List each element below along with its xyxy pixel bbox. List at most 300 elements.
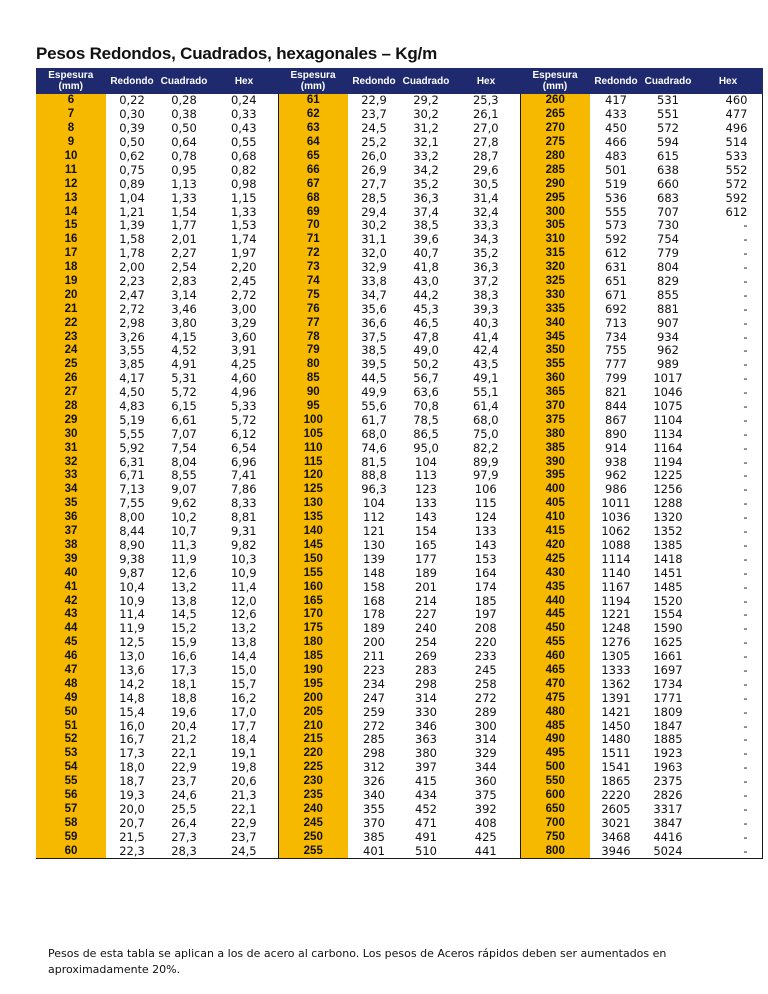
round-cell: 272 [363, 719, 385, 733]
thickness-cell: 56 [36, 789, 106, 803]
thickness-cell: 300 [520, 205, 590, 219]
thickness-cell: 24 [36, 344, 106, 358]
round-cell: 24,5 [361, 121, 387, 136]
thickness-cell: 490 [520, 733, 590, 747]
hex-cell: - [694, 469, 762, 483]
hex-cell: 329 [452, 747, 520, 761]
hex-cell: - [694, 636, 762, 650]
round-cell: 962 [605, 469, 627, 483]
hex-cell: - [694, 816, 762, 830]
hex-cell: 533 [694, 150, 762, 164]
thickness-cell: 350 [520, 344, 590, 358]
hex-cell: - [694, 566, 762, 580]
thickness-cell: 28 [36, 400, 106, 414]
hex-cell: 477 [694, 108, 762, 122]
thickness-cell: 130 [278, 497, 348, 511]
thickness-cell: 120 [278, 469, 348, 483]
square-cell: 227 [415, 607, 437, 622]
hex-cell: 2,20 [210, 261, 278, 275]
round-cell: 26,0 [361, 149, 387, 163]
square-cell: 1661 [653, 649, 683, 664]
thickness-cell: 66 [278, 163, 348, 177]
hex-cell: 61,4 [452, 400, 520, 414]
header-thickness-label: Espesura [532, 70, 578, 81]
hex-cell: - [694, 358, 762, 372]
table-row [36, 733, 762, 747]
square-cell: 24,6 [171, 788, 197, 802]
square-cell: 3,14 [171, 288, 197, 302]
round-cell: 401 [348, 844, 400, 858]
square-cell: 1,54 [171, 205, 197, 219]
hex-cell: - [694, 497, 762, 511]
thickness-cell: 18 [36, 261, 106, 275]
round-cell: 755 [605, 344, 627, 358]
hex-cell: 220 [452, 636, 520, 650]
thickness-cell: 275 [520, 136, 590, 150]
thickness-cell: 72 [278, 247, 348, 261]
round-cell: 1036 [601, 510, 631, 525]
table-row [36, 664, 762, 678]
hex-cell: 8,81 [210, 511, 278, 525]
hex-cell: 1,15 [210, 191, 278, 205]
hex-cell: 34,3 [452, 233, 520, 247]
round-cell: 34,7 [361, 288, 387, 302]
square-cell: 2375 [653, 774, 683, 789]
round-cell: 6,71 [119, 469, 145, 483]
thickness-cell: 425 [520, 552, 590, 566]
round-cell: 96,3 [361, 482, 387, 497]
round-cell: 867 [605, 413, 627, 427]
square-cell: 1451 [653, 566, 683, 580]
thickness-cell: 405 [520, 497, 590, 511]
thickness-cell: 80 [278, 358, 348, 372]
table-row [36, 233, 762, 247]
table-row [36, 622, 762, 636]
round-cell: 21,5 [119, 830, 145, 844]
thickness-cell: 370 [520, 400, 590, 414]
round-cell: 1167 [601, 580, 631, 594]
square-cell: 397 [415, 760, 437, 775]
thickness-cell: 19 [36, 275, 106, 289]
square-cell: 1809 [653, 705, 683, 719]
hex-cell: 0,43 [210, 122, 278, 136]
square-cell: 363 [415, 732, 437, 747]
hex-cell: 28,7 [452, 150, 520, 164]
hex-cell: - [694, 413, 762, 427]
square-cell: 2826 [653, 788, 683, 802]
hex-cell: 233 [452, 650, 520, 664]
round-cell: 35,6 [361, 302, 387, 316]
square-cell: 31,2 [413, 121, 439, 136]
footnote: Pesos de esta tabla se aplican a los de acero al carbono. Los pesos de Aceros rápidos deben ser aumentados en aproximadamente 20%. [48, 947, 667, 976]
thickness-cell: 365 [520, 386, 590, 400]
hex-cell: 514 [694, 136, 762, 150]
square-cell: 330 [415, 705, 437, 719]
header-round: Redondo [106, 68, 158, 94]
round-cell: 385 [363, 830, 385, 844]
square-cell: 21,2 [171, 732, 197, 747]
thickness-cell: 67 [278, 177, 348, 191]
thickness-cell: 62 [278, 108, 348, 122]
thickness-cell: 44 [36, 622, 106, 636]
thickness-cell: 33 [36, 469, 106, 483]
round-cell: 466 [605, 135, 627, 150]
thickness-cell: 7 [36, 108, 106, 122]
table-row [36, 302, 762, 316]
square-cell: 254 [415, 635, 437, 650]
thickness-cell: 205 [278, 705, 348, 719]
round-cell: 1011 [601, 496, 631, 511]
square-cell: 47,8 [413, 330, 439, 344]
round-cell: 5,55 [119, 427, 145, 441]
round-cell: 777 [605, 357, 627, 372]
thickness-cell: 265 [520, 108, 590, 122]
round-cell: 20,0 [119, 802, 145, 816]
header-hex: Hex [452, 68, 520, 94]
thickness-cell: 410 [520, 511, 590, 525]
round-cell: 1088 [601, 538, 631, 552]
square-cell: 17,3 [171, 663, 197, 677]
round-cell: 519 [605, 177, 627, 191]
thickness-cell: 415 [520, 525, 590, 539]
square-cell: 707 [657, 205, 679, 219]
square-cell: 1923 [653, 746, 683, 761]
round-cell: 5,19 [119, 413, 145, 427]
square-cell: 551 [657, 107, 679, 122]
square-cell: 1288 [653, 496, 683, 511]
hex-cell: 75,0 [452, 427, 520, 441]
hex-cell: 360 [452, 775, 520, 789]
thickness-cell: 135 [278, 511, 348, 525]
round-cell: 986 [605, 482, 627, 497]
hex-cell: 14,4 [210, 650, 278, 664]
hex-cell: 300 [452, 719, 520, 733]
square-cell: 113 [415, 469, 437, 483]
square-cell: 471 [415, 816, 437, 830]
round-cell: 355 [363, 802, 385, 816]
hex-cell: 97,9 [452, 469, 520, 483]
thickness-cell: 335 [520, 302, 590, 316]
thickness-cell: 475 [520, 691, 590, 705]
round-cell: 26,9 [361, 163, 387, 177]
round-cell: 9,87 [119, 566, 145, 580]
thickness-cell: 200 [278, 691, 348, 705]
hex-cell: 1,53 [210, 219, 278, 233]
square-cell: 34,2 [413, 163, 439, 177]
thickness-cell: 68 [278, 191, 348, 205]
round-cell: 13,6 [119, 663, 145, 677]
round-cell: 36,6 [361, 316, 387, 330]
square-cell: 36,3 [413, 191, 439, 205]
square-cell: 201 [415, 580, 437, 594]
table-row [36, 455, 762, 469]
thickness-cell: 355 [520, 358, 590, 372]
round-cell: 16,7 [119, 732, 145, 747]
round-cell: 14,2 [119, 677, 145, 691]
thickness-cell: 16 [36, 233, 106, 247]
hex-cell: 5,33 [210, 400, 278, 414]
hex-cell: - [694, 441, 762, 455]
round-cell: 0,39 [119, 121, 145, 136]
hex-cell: 15,0 [210, 664, 278, 678]
thickness-cell: 26 [36, 372, 106, 386]
round-cell: 2,72 [119, 302, 145, 316]
square-cell: 829 [657, 274, 679, 289]
hex-cell: - [694, 608, 762, 622]
hex-cell: 5,72 [210, 413, 278, 427]
round-cell: 30,2 [361, 219, 387, 233]
hex-cell: 38,3 [452, 288, 520, 302]
hex-cell: 89,9 [452, 455, 520, 469]
round-cell: 74,6 [361, 441, 387, 455]
hex-cell: 33,3 [452, 219, 520, 233]
hex-cell: - [694, 761, 762, 775]
round-cell: 2,00 [119, 260, 145, 275]
square-cell: 2,54 [171, 260, 197, 275]
round-cell: 139 [363, 552, 385, 566]
square-cell: 434 [415, 788, 437, 802]
square-cell: 510 [400, 844, 452, 858]
thickness-cell: 49 [36, 691, 106, 705]
hex-cell: 174 [452, 580, 520, 594]
thickness-cell: 47 [36, 664, 106, 678]
square-cell: 44,2 [413, 288, 439, 302]
round-cell: 0,22 [119, 94, 145, 108]
table-row [36, 205, 762, 219]
square-cell: 4416 [653, 830, 683, 844]
hex-cell: 208 [452, 622, 520, 636]
round-cell: 15,4 [119, 705, 145, 719]
thickness-cell: 500 [520, 761, 590, 775]
hex-cell: - [694, 247, 762, 261]
thickness-cell: 31 [36, 441, 106, 455]
thickness-cell: 25 [36, 358, 106, 372]
table-row [36, 372, 762, 386]
round-cell: 433 [605, 107, 627, 122]
table-row [36, 150, 762, 164]
thickness-cell: 52 [36, 733, 106, 747]
square-cell: 1385 [653, 538, 683, 552]
table-row [36, 636, 762, 650]
hex-cell: 460 [694, 94, 762, 108]
square-cell: 1046 [653, 385, 683, 400]
square-cell: 32,1 [413, 135, 439, 150]
thickness-cell: 465 [520, 664, 590, 678]
header-hex: Hex [694, 68, 762, 94]
thickness-cell: 71 [278, 233, 348, 247]
table-row [36, 608, 762, 622]
thickness-cell: 345 [520, 330, 590, 344]
square-cell: 314 [415, 691, 437, 705]
square-cell: 13,8 [171, 594, 197, 608]
hex-cell: - [694, 802, 762, 816]
hex-cell: 572 [694, 177, 762, 191]
hex-cell: - [694, 830, 762, 844]
thickness-cell: 340 [520, 316, 590, 330]
thickness-cell: 95 [278, 400, 348, 414]
header-thickness-unit: (mm) [58, 81, 83, 92]
thickness-cell: 375 [520, 413, 590, 427]
round-cell: 23,7 [361, 107, 387, 122]
thickness-cell: 440 [520, 594, 590, 608]
round-cell: 914 [605, 441, 627, 455]
round-cell: 326 [363, 774, 385, 789]
round-cell: 0,62 [119, 149, 145, 163]
round-cell: 121 [363, 524, 385, 539]
thickness-cell: 600 [520, 789, 590, 803]
round-cell: 29,4 [361, 205, 387, 219]
square-cell: 33,2 [413, 149, 439, 163]
table-row [36, 594, 762, 608]
square-cell: 1320 [653, 510, 683, 525]
round-cell: 259 [363, 705, 385, 719]
table-row [36, 275, 762, 289]
round-cell: 450 [605, 121, 627, 136]
square-cell: 3,46 [171, 302, 197, 316]
hex-cell: 245 [452, 664, 520, 678]
hex-cell: - [694, 719, 762, 733]
square-cell: 6,15 [171, 399, 197, 414]
round-cell: 223 [363, 663, 385, 677]
round-cell: 18,0 [119, 760, 145, 775]
hex-cell: 32,4 [452, 205, 520, 219]
round-cell: 1391 [601, 691, 631, 705]
square-cell: 18,8 [171, 691, 197, 705]
hex-cell: 55,1 [452, 386, 520, 400]
hex-cell: 31,4 [452, 191, 520, 205]
hex-cell: - [694, 275, 762, 289]
hex-cell: 10,3 [210, 552, 278, 566]
thickness-cell: 20 [36, 288, 106, 302]
round-cell: 417 [605, 94, 627, 108]
round-cell: 312 [363, 760, 385, 775]
square-cell: 1194 [653, 455, 683, 469]
round-cell: 112 [363, 510, 385, 525]
thickness-cell: 160 [278, 580, 348, 594]
round-cell: 4,17 [119, 371, 145, 386]
hex-cell: - [694, 705, 762, 719]
square-cell: 1352 [653, 524, 683, 539]
hex-cell: - [694, 539, 762, 553]
square-cell: 13,2 [171, 580, 197, 594]
table-row [36, 191, 762, 205]
page-title: Pesos Redondos, Cuadrados, hexagonales – Kg/m [36, 44, 437, 63]
round-cell: 8,90 [119, 538, 145, 552]
square-cell: 1847 [653, 719, 683, 733]
thickness-cell: 40 [36, 566, 106, 580]
thickness-cell: 14 [36, 205, 106, 219]
table-row [36, 344, 762, 358]
square-cell: 779 [657, 246, 679, 261]
square-cell: 11,9 [171, 552, 197, 566]
square-cell: 143 [415, 510, 437, 525]
round-cell: 612 [605, 246, 627, 261]
round-cell: 0,50 [119, 135, 145, 150]
thickness-cell: 150 [278, 552, 348, 566]
round-cell: 17,3 [119, 746, 145, 761]
round-cell: 0,75 [119, 163, 145, 177]
square-cell: 7,07 [171, 427, 197, 441]
thickness-cell: 58 [36, 816, 106, 830]
round-cell: 18,7 [119, 774, 145, 789]
round-cell: 28,5 [361, 191, 387, 205]
hex-cell: 27,0 [452, 122, 520, 136]
thickness-cell: 74 [278, 275, 348, 289]
hex-cell: 0,24 [210, 94, 278, 108]
square-cell: 49,0 [413, 344, 439, 358]
round-cell: 234 [363, 677, 385, 691]
round-cell: 592 [605, 232, 627, 247]
hex-cell: 4,96 [210, 386, 278, 400]
square-cell: 594 [657, 135, 679, 150]
thickness-cell: 360 [520, 372, 590, 386]
hex-cell: 17,0 [210, 705, 278, 719]
square-cell: 5,72 [171, 385, 197, 400]
round-cell: 890 [605, 427, 627, 441]
square-cell: 23,7 [171, 774, 197, 789]
header-thickness [278, 68, 348, 94]
hex-cell: - [694, 219, 762, 233]
round-cell: 148 [363, 566, 385, 580]
round-cell: 31,1 [361, 232, 387, 247]
square-cell: 4,15 [171, 330, 197, 344]
thickness-cell: 77 [278, 316, 348, 330]
hex-cell: 425 [452, 830, 520, 844]
hex-cell: 43,5 [452, 358, 520, 372]
square-cell: 531 [657, 94, 679, 108]
hex-cell: 375 [452, 789, 520, 803]
thickness-cell: 220 [278, 747, 348, 761]
thickness-cell: 470 [520, 677, 590, 691]
table-row [36, 552, 762, 566]
thickness-cell: 260 [520, 94, 590, 108]
square-cell: 5024 [642, 844, 694, 858]
square-cell: 39,6 [413, 232, 439, 247]
hex-cell: 612 [694, 205, 762, 219]
square-cell: 1697 [653, 663, 683, 677]
thickness-cell: 65 [278, 150, 348, 164]
thickness-cell: 53 [36, 747, 106, 761]
thickness-cell: 41 [36, 580, 106, 594]
round-cell: 81,5 [361, 455, 387, 469]
square-cell: 1164 [653, 441, 683, 455]
thickness-cell: 90 [278, 386, 348, 400]
square-cell: 9,07 [171, 482, 197, 497]
thickness-cell: 495 [520, 747, 590, 761]
thickness-cell: 305 [520, 219, 590, 233]
table-row [36, 316, 762, 330]
thickness-cell: 51 [36, 719, 106, 733]
hex-cell: 9,82 [210, 539, 278, 553]
thickness-cell: 280 [520, 150, 590, 164]
round-cell: 3021 [601, 816, 631, 830]
round-cell: 671 [605, 288, 627, 302]
square-cell: 15,2 [171, 621, 197, 636]
hex-cell: 24,5 [210, 844, 278, 858]
hex-cell: - [694, 650, 762, 664]
square-cell: 415 [415, 774, 437, 789]
weights-table [36, 68, 763, 859]
square-cell: 804 [657, 260, 679, 275]
square-cell: 63,6 [413, 385, 439, 400]
thickness-cell: 54 [36, 761, 106, 775]
table-row [36, 330, 762, 344]
round-cell: 68,0 [361, 427, 387, 441]
square-cell: 1256 [653, 482, 683, 497]
round-cell: 8,00 [119, 510, 145, 525]
square-cell: 0,50 [171, 121, 197, 136]
hex-cell: 3,29 [210, 316, 278, 330]
